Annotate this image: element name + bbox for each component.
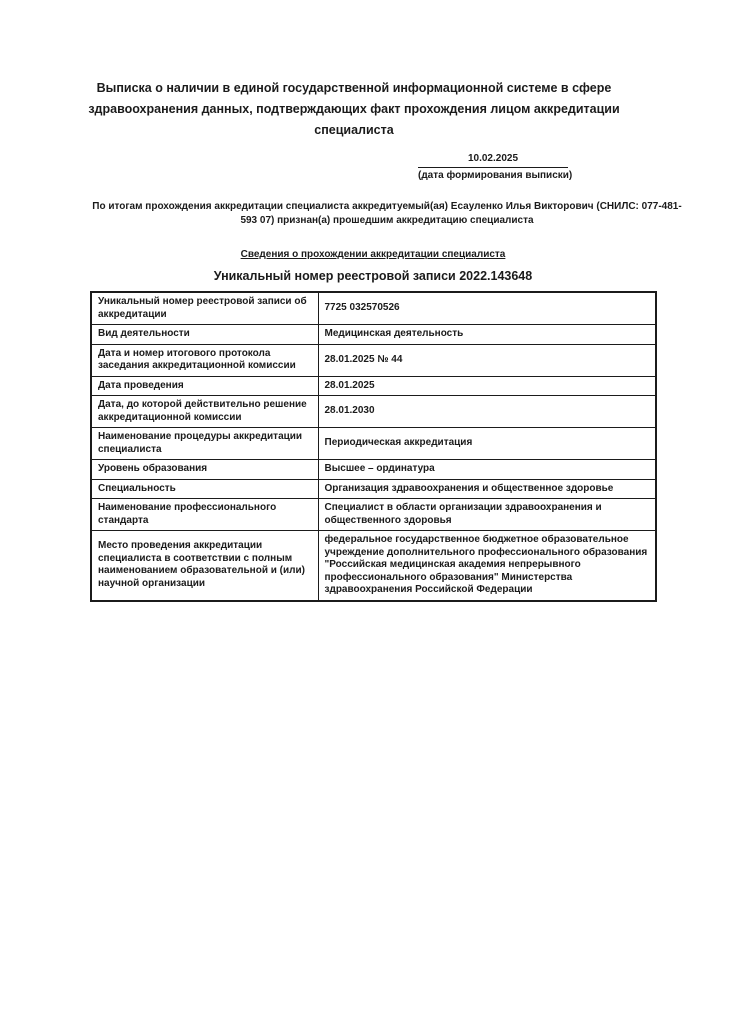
row-label: Место проведения аккредитации специалиста в соответствии с полным наименованием образовательной и (или) научной организации xyxy=(91,531,318,601)
row-label: Дата проведения xyxy=(91,376,318,396)
row-label: Специальность xyxy=(91,479,318,499)
row-value: Организация здравоохранения и общественное здоровье xyxy=(318,479,656,499)
document-title: Выписка о наличии в единой государственной информационной системе в сфере здравоохранения данных, подтверждающих факт прохождения лицом аккредитации специалиста xyxy=(88,81,620,137)
extract-date: 10.02.2025 xyxy=(418,153,568,168)
intro-paragraph: По итогам прохождения аккредитации специалиста аккредитуемый(ая) Есауленко Илья Викторович (СНИЛС: 077-481-593 07) признан(а) прошедшим аккредитацию специалиста xyxy=(92,201,682,226)
row-label: Уникальный номер реестровой записи об аккредитации xyxy=(91,292,318,325)
row-value: федеральное государственное бюджетное образовательное учреждение дополнительного профессионального образования "Российская медицинская академия непрерывного профессионального образования" Министерства здравоохранения Российской Федерации xyxy=(318,531,656,601)
row-label: Дата и номер итогового протокола заседания аккредитационной комиссии xyxy=(91,344,318,376)
section-heading: Сведения о прохождении аккредитации специалиста xyxy=(240,249,506,260)
row-label: Уровень образования xyxy=(91,460,318,480)
row-label: Наименование процедуры аккредитации специалиста xyxy=(91,428,318,460)
row-value: Высшее – ординатура xyxy=(318,460,656,480)
extract-date-block xyxy=(418,153,573,182)
table-row xyxy=(91,292,656,325)
row-value: 28.01.2025 xyxy=(318,376,656,396)
row-value: 28.01.2030 xyxy=(318,396,656,428)
table-row xyxy=(91,479,656,499)
row-value: 7725 032570526 xyxy=(318,292,656,325)
table-row xyxy=(91,376,656,396)
extract-date-caption: (дата формирования выписки) xyxy=(418,170,573,181)
table-row xyxy=(91,460,656,480)
table-row xyxy=(91,428,656,460)
table-row xyxy=(91,531,656,601)
row-value: Медицинская деятельность xyxy=(318,325,656,345)
accreditation-table-body xyxy=(91,292,656,601)
row-value: 28.01.2025 № 44 xyxy=(318,344,656,376)
document-page xyxy=(0,78,746,1029)
table-row xyxy=(91,396,656,428)
accreditation-table xyxy=(90,291,657,602)
row-label: Наименование профессионального стандарта xyxy=(91,499,318,531)
table-row xyxy=(91,325,656,345)
row-label: Вид деятельности xyxy=(91,325,318,345)
table-row xyxy=(91,499,656,531)
row-label: Дата, до которой действительно решение аккредитационной комиссии xyxy=(91,396,318,428)
record-number-heading: Уникальный номер реестровой записи 2022.143648 xyxy=(213,269,533,283)
row-value: Периодическая аккредитация xyxy=(318,428,656,460)
row-value: Специалист в области организации здравоохранения и общественного здоровья xyxy=(318,499,656,531)
table-row xyxy=(91,344,656,376)
